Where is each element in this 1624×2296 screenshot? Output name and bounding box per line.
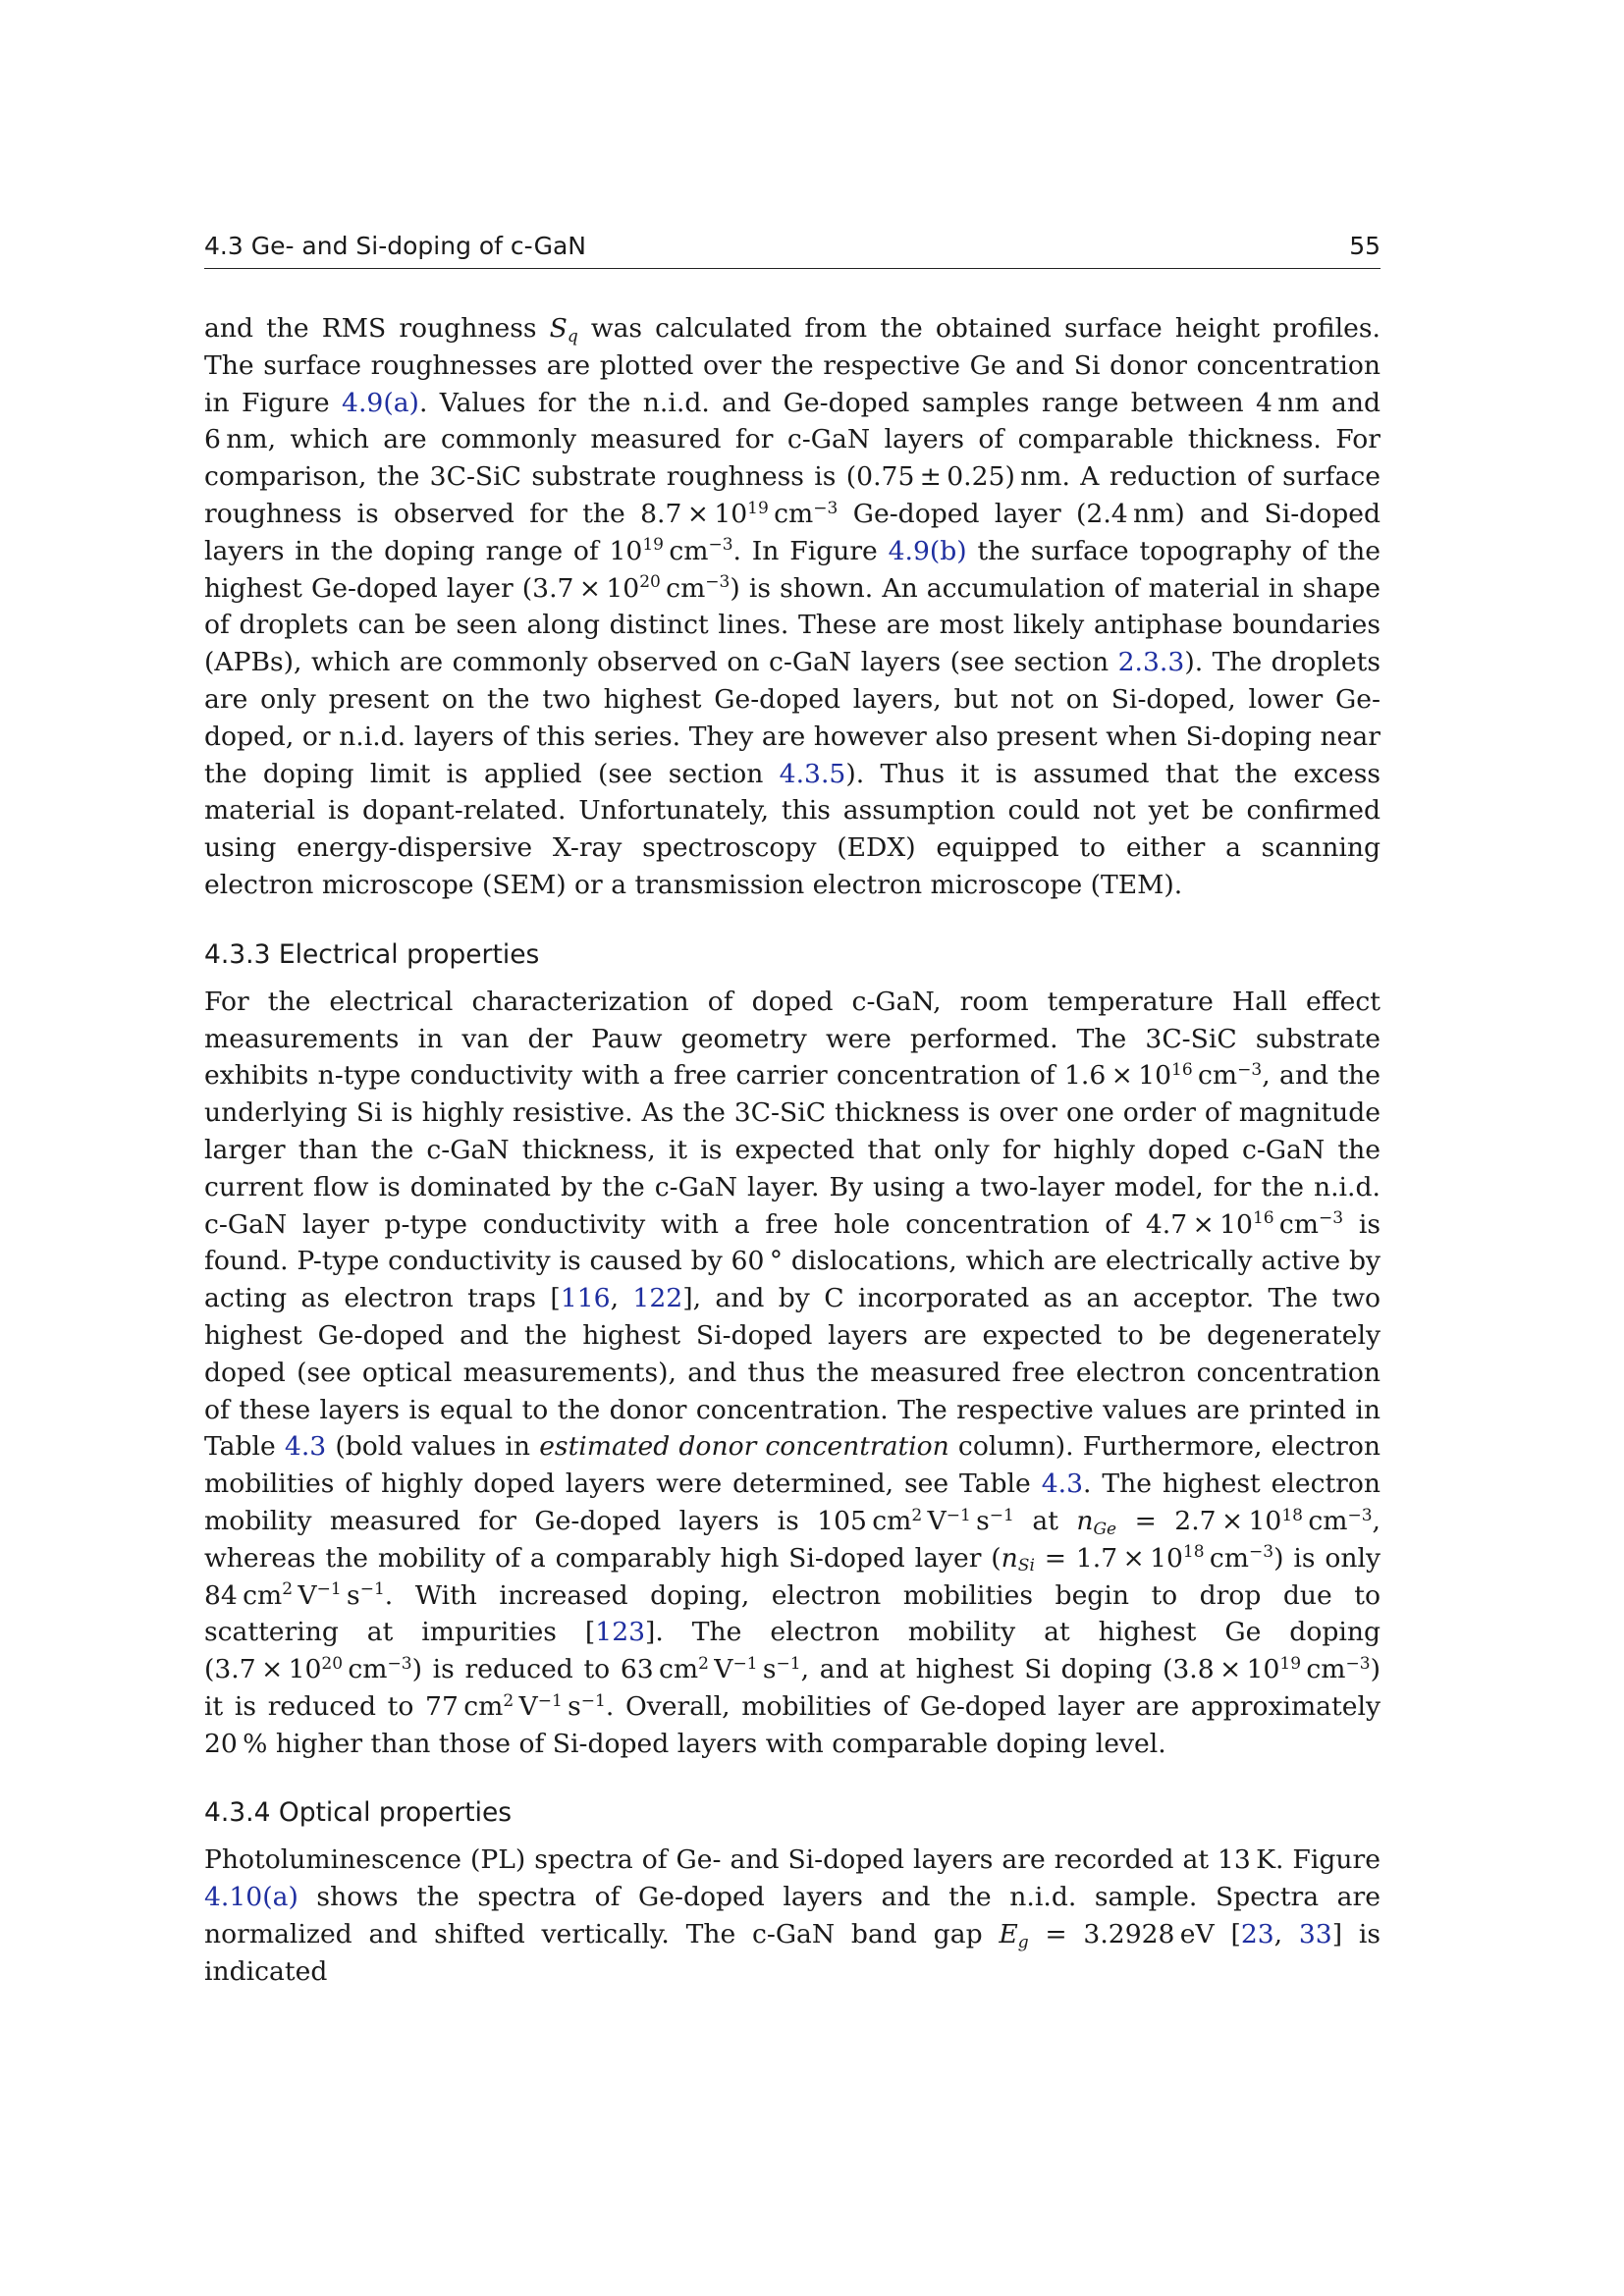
section-link[interactable]: 2.3.3 (1117, 647, 1185, 678)
running-header (204, 232, 1380, 269)
citation-link[interactable]: 23 (1240, 1919, 1274, 1950)
section-heading-electrical: 4.3.3 Electrical properties (204, 938, 540, 970)
figure-link[interactable]: 4.10(a) (204, 1882, 298, 1913)
section-link[interactable]: 4.3.5 (779, 758, 846, 789)
citation-link[interactable]: 123 (595, 1617, 646, 1648)
paragraph-optical: Photoluminescence (PL) spectra of Ge- and Si-doped layers are recorded at 13 K. Figure 4.10(a) shows the spectra of Ge-doped layers and the n.i.d. sample. Spectra are normalized and shifted vertically. The c-GaN band gap $E_g = 3.2928$ eV [23, 33] is indicated (204, 1844, 1380, 1987)
paragraph-surface-roughness: and the RMS roughness $S_q$ was calculated from the obtained surface height profiles. The surface roughnesses are plotted over the respective Ge and Si donor concentration in Figure 4.9(a). Values for the n.i.d. and Ge-doped samples range between 4 nm and 6 nm, which are commonly measured for c-GaN layers of comparable thickness. For comparison, the 3C-SiC substrate roughness is (0.75 ± 0.25) nm. A reduction of surface roughness is observed for the $8.7 \times 10^{19}$ $cm^{-3}$ Ge-doped layer (2.4 nm) and Si-doped layers in the doping range of $10^{19}$ $cm^{-3}$. In Figure 4.9(b) the surface topography of the highest Ge-doped layer ($3.7 \times 10^{20}$ $cm^{-3}$) is shown. An accumulation of material in shape of droplets can be seen along distinct lines. These are most likely antiphase boundaries (APBs), which are commonly observed on c-GaN layers (see section 2.3.3). The droplets are only present on the two highest Ge-doped layers, but not on Si-doped, lower Ge-doped, or n.i.d. layers of this series. They are however also present when Si-doping near the doping limit is applied (see section 4.3.5). Thus it is assumed that the excess material is dopant-related. Unfortunately, this assumption could not yet be confirmed using energy-dispersive X-ray spectroscopy (EDX) equipped to either a scanning electron microscope (SEM) or a transmission electron microscope (TEM). (204, 313, 1381, 900)
citation-link[interactable]: 33 (1298, 1919, 1332, 1950)
header-section-title: 4.3 Ge- and Si-doping of c-GaN (204, 232, 587, 260)
page (204, 232, 1380, 1991)
section-heading-optical: 4.3.4 Optical properties (204, 1797, 513, 1829)
figure-link[interactable]: 4.9(b) (888, 535, 967, 566)
table-link[interactable]: 4.3 (1041, 1468, 1083, 1500)
page-number: 55 (1349, 232, 1380, 260)
table-link[interactable]: 4.3 (284, 1431, 327, 1463)
paragraph-electrical: For the electrical characterization of doped c-GaN, room temperature Hall effect measurements in van der Pauw geometry were performed. The 3C-SiC substrate exhibits n-type conductivity with a free carrier concentration of $1.6 \times 10^{16}$ $cm^{-3}$, and the underlying Si is highly resistive. As the 3C-SiC thickness is over one order of magnitude larger than the c-GaN thickness, it is expected that only for highly doped c-GaN the current flow is dominated by the c-GaN layer. By using a two-layer model, for the n.i.d. c-GaN layer p-type conductivity with a free hole concentration of $4.7 \times 10^{16}$ $cm^{-3}$ is found. P-type conductivity is caused by 60 ° dislocations, which are electrically active by acting as electron traps [116, 122], and by C incorporated as an acceptor. The two highest Ge-doped and the highest Si-doped layers are expected to be degenerately doped (see optical measurements), and thus the measured free electron concentration of these layers is equal to the donor concentration. The respective values are printed in Table 4.3 (bold values in estimated donor concentration column). Furthermore, electron mobilities of highly doped layers were determined, see Table 4.3. The highest electron mobility measured for Ge-doped layers is 105 $cm^2$ $V^{-1}$ $s^{-1}$ at $n_{Ge} = 2.7 \times 10^{18}$ $cm^{-3}$, whereas the mobility of a comparably high Si-doped layer ($n_{Si} = 1.7 \times 10^{18}$ $cm^{-3}$) is only 84 $cm^2$ $V^{-1}$ $s^{-1}$. With increased doping, electron mobilities begin to drop due to scattering at impurities [123]. The electron mobility at highest Ge doping ($3.7 \times 10^{20}$ $cm^{-3}$) is reduced to 63 $cm^2$ $V^{-1}$ $s^{-1}$, and at highest Si doping ($3.8 \times 10^{19}$ $cm^{-3}$) it is reduced to 77 $cm^2$ $V^{-1}$ $s^{-1}$. Overall, mobilities of Ge-doped layer are approximately 20 % higher than those of Si-doped layers with comparable doping level. (204, 986, 1381, 1759)
figure-link[interactable]: 4.9(a) (342, 387, 419, 418)
citation-link[interactable]: 122 (632, 1283, 683, 1314)
citation-link[interactable]: 116 (560, 1283, 611, 1314)
